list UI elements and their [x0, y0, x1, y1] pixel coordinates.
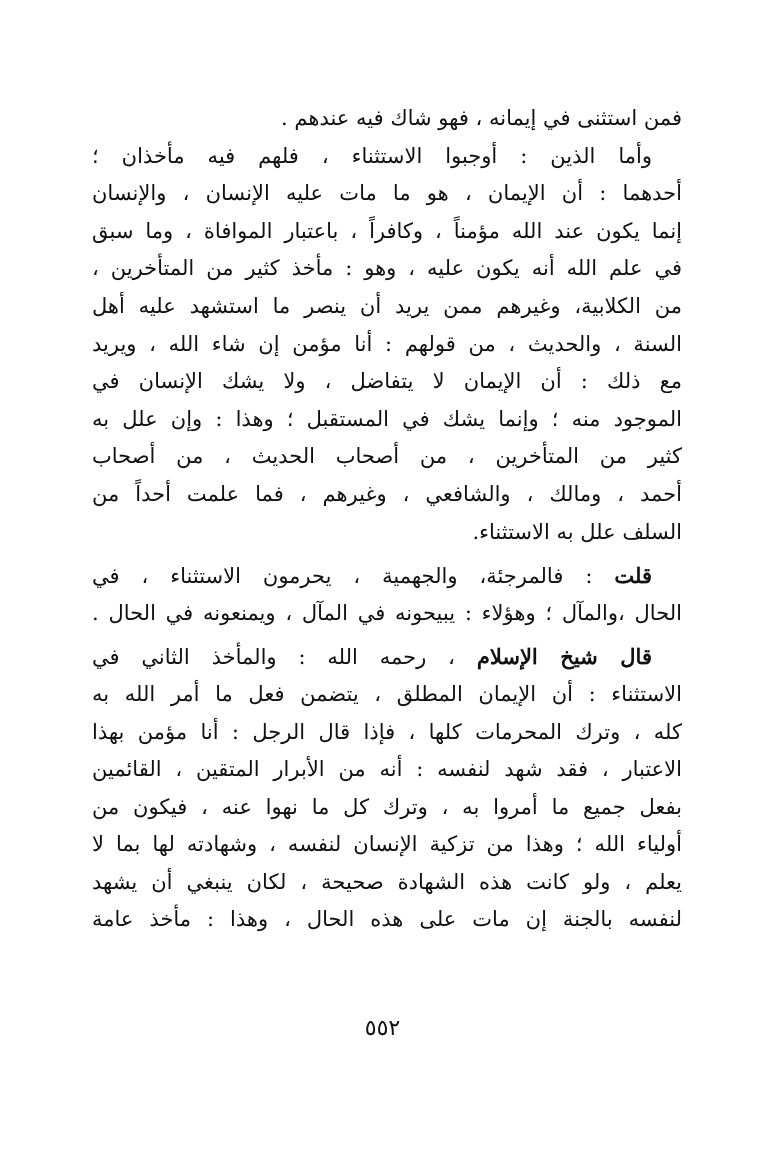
qult-heading: قلت [614, 563, 652, 589]
text-line-shaykh [92, 638, 682, 676]
body-text [92, 100, 682, 939]
text-line: الاستثناء : أن الإيمان المطلق ، يتضمن فعل ما أمر الله به [92, 681, 682, 706]
text-line: الاعتبار ، فقد شهد لنفسه : أنه من الأبرار المتقين ، القائمين [92, 757, 682, 782]
text-line: أولياء الله ؛ وهذا من تزكية الإنسان لنفسه ، وشهادته لها بما لا [92, 832, 682, 857]
text-line: الموجود منه ؛ وإنما يشك في المستقبل ؛ وهذا : وإن علل به [92, 406, 682, 431]
text-line: فمن استثنى في إيمانه ، فهو شاك فيه عندهم . [281, 106, 682, 130]
text-line: السلف علل به الاستثناء. [472, 519, 682, 544]
shaykh-heading: قال شيخ الإسلام [476, 644, 652, 670]
text-line: كله ، وترك المحرمات كلها ، فإذا قال الرجل : أنا مؤمن بهذا [92, 719, 682, 744]
text-line: في علم الله أنه يكون عليه ، وهو : مأخذ كثير من المتأخرين ، [92, 256, 682, 281]
text-line: كثير من المتأخرين ، من أصحاب الحديث ، من أصحاب [92, 444, 682, 469]
text-line: الحال ،والمآل ؛ وهؤلاء : يبيحونه في المآل ، ويمنعونه في الحال . [92, 600, 682, 625]
text-line: مع ذلك : أن الإيمان لا يتفاضل ، ولا يشك الإنسان في [92, 369, 682, 394]
shaykh-line-rest: ، رحمه الله : والمأخذ الثاني في [92, 645, 477, 670]
text-line: السنة ، والحديث ، من قولهم : أنا مؤمن إن شاء الله ، ويريد [92, 331, 682, 356]
page-number: ٥٥٢ [364, 1016, 401, 1041]
text-line: لنفسه بالجنة إن مات على هذه الحال ، وهذا : مأخذ عامة [92, 907, 682, 932]
text-line: يعلم ، ولو كانت هذه الشهادة صحيحة ، لكان ينبغي أن يشهد [92, 869, 682, 894]
text-line: بفعل جميع ما أمروا به ، وترك كل ما نهوا عنه ، فيكون من [92, 794, 682, 819]
qult-line-rest: : فالمرجئة، والجهمية ، يحرمون الاستثناء ، في [92, 564, 615, 589]
text-line: وأما الذين : أوجبوا الاستثناء ، فلهم فيه مأخذان ؛ [92, 143, 652, 168]
text-line: من الكلابية، وغيرهم ممن يريد أن ينصر ما استشهد عليه أهل [92, 293, 682, 318]
text-line-qult [92, 557, 682, 595]
text-line: أحدهما : أن الإيمان ، هو ما مات عليه الإنسان ، والإنسان [92, 181, 682, 206]
text-line: أحمد ، ومالك ، والشافعي ، وغيرهم ، فما علمت أحداً من [92, 481, 682, 506]
text-line: إنما يكون عند الله مؤمناً ، وكافراً ، باعتبار الموافاة ، وما سبق [92, 218, 682, 243]
